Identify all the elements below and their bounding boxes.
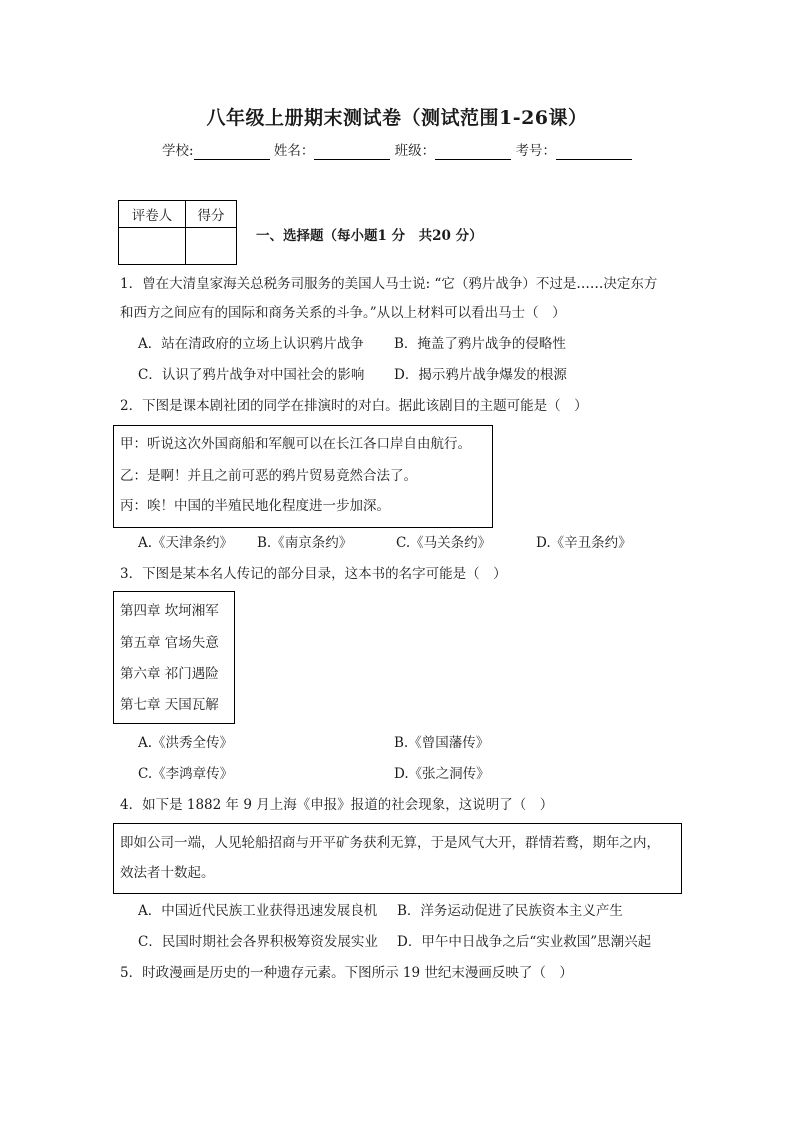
grader-cell[interactable] bbox=[119, 228, 186, 265]
q1-option-d[interactable]: D．揭示鸦片战争爆发的根源 bbox=[394, 367, 567, 383]
q4-option-b[interactable]: B．洋务运动促进了民族资本主义产生 bbox=[397, 903, 623, 919]
q4-quote-box bbox=[113, 823, 682, 894]
q3-chapter-7: 第七章 天国瓦解 bbox=[120, 697, 219, 713]
school-label: 学校: bbox=[162, 143, 194, 159]
q4-quote-line-2: 效法者十数起。 bbox=[120, 865, 215, 881]
student-info-line bbox=[0, 139, 794, 160]
q2-option-c[interactable]: C.《马关条约》 bbox=[396, 535, 492, 551]
score-table bbox=[118, 200, 237, 265]
page-title: 八年级上册期末测试卷（测试范围1-26课） bbox=[206, 107, 588, 129]
q3-option-d[interactable]: D.《张之洞传》 bbox=[394, 766, 490, 782]
score-header: 得分 bbox=[186, 201, 237, 228]
q4-stem: 4．如下是 1882 年 9 月上海《申报》报道的社会现象，这说明了（ ） bbox=[120, 797, 554, 813]
q2-dialogue-line-2: 乙：是啊！并且之前可恶的鸦片贸易竟然合法了。 bbox=[120, 468, 417, 484]
q2-dialogue-line-1: 甲：听说这次外国商船和军舰可以在长江各口岸自由航行。 bbox=[120, 436, 471, 452]
number-blank[interactable] bbox=[556, 143, 632, 160]
q3-chapter-5: 第五章 官场失意 bbox=[120, 635, 219, 651]
q2-option-b[interactable]: B.《南京条约》 bbox=[257, 535, 353, 551]
q4-option-d[interactable]: D．甲午中日战争之后“实业救国”思潮兴起 bbox=[397, 934, 652, 950]
q4-option-c[interactable]: C．民国时期社会各界积极筹资发展实业 bbox=[138, 934, 378, 950]
q1-stem-line2: 和西方之间应有的国际和商务关系的斗争。”从以上材料可以看出马士（ ） bbox=[120, 305, 566, 321]
q1-option-c[interactable]: C．认识了鸦片战争对中国社会的影响 bbox=[138, 367, 365, 383]
q2-option-d[interactable]: D.《辛丑条约》 bbox=[536, 535, 632, 551]
class-label: 班级： bbox=[394, 143, 436, 159]
q3-contents-box bbox=[113, 591, 235, 724]
q3-option-b[interactable]: B.《曾国藩传》 bbox=[394, 735, 490, 751]
q3-option-a[interactable]: A.《洪秀全传》 bbox=[138, 735, 234, 751]
q2-option-a[interactable]: A.《天津条约》 bbox=[138, 535, 234, 551]
q3-chapter-6: 第六章 祁门遇险 bbox=[120, 666, 219, 682]
score-cell[interactable] bbox=[186, 228, 237, 265]
q4-option-a[interactable]: A．中国近代民族工业获得迅速发展良机 bbox=[138, 903, 378, 919]
q2-dialogue-line-3: 丙：唉！中国的半殖民地化程度进一步加深。 bbox=[120, 498, 390, 514]
q5-stem: 5．时政漫画是历史的一种遗存元素。下图所示 19 世纪末漫画反映了（ ） bbox=[120, 965, 573, 981]
name-blank[interactable] bbox=[314, 143, 390, 160]
q3-option-c[interactable]: C.《李鸿章传》 bbox=[138, 766, 234, 782]
section-title: 一、选择题（每小题1 分 共20 分） bbox=[256, 228, 483, 244]
grader-header: 评卷人 bbox=[119, 201, 186, 228]
q1-option-a[interactable]: A．站在清政府的立场上认识鸦片战争 bbox=[138, 336, 364, 352]
q3-chapter-4: 第四章 坎坷湘军 bbox=[120, 603, 219, 619]
school-blank[interactable] bbox=[194, 143, 270, 160]
q1-stem-line1: 1．曾在大清皇家海关总税务司服务的美国人马士说: “它（鸦片战争）不过是……决定东方 bbox=[120, 276, 658, 292]
q2-stem: 2．下图是课本剧社团的同学在排演时的对白。据此该剧目的主题可能是（ ） bbox=[120, 398, 588, 414]
class-blank[interactable] bbox=[435, 143, 511, 160]
name-label: 姓名： bbox=[273, 143, 315, 159]
number-label: 考号： bbox=[515, 143, 556, 159]
q1-option-b[interactable]: B．掩盖了鸦片战争的侵略性 bbox=[394, 336, 566, 352]
q2-dialogue-box bbox=[113, 425, 493, 528]
q4-quote-line-1: 即如公司一端，人见轮船招商与开平矿务获利无算，于是风气大开，群情若鹜，期年之内， bbox=[120, 835, 660, 851]
q3-stem: 3．下图是某本名人传记的部分目录，这本书的名字可能是（ ） bbox=[120, 566, 507, 582]
